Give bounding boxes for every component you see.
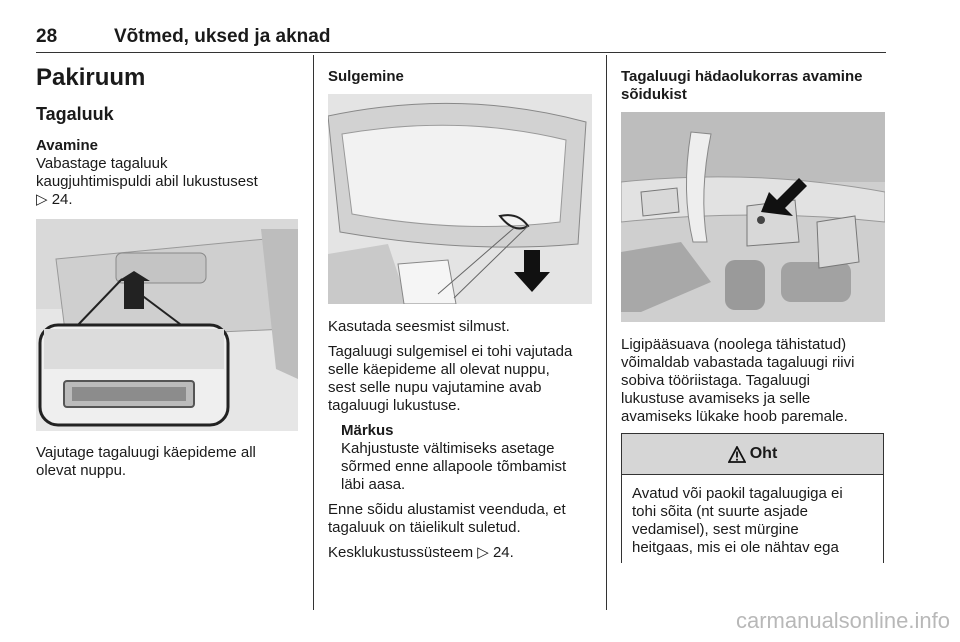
emergency-release-illustration: [621, 112, 885, 322]
chapter-title: Võtmed, uksed ja aknad: [114, 26, 331, 47]
figure-caption-line-2: olevat nuppu.: [36, 462, 127, 479]
figure-caption-line-1: Vajutage tagaluugi käepideme all: [36, 444, 256, 461]
subsection-title: Tagaluuk: [36, 104, 114, 124]
closing-p2-line-2: selle käepideme all olevat nuppu,: [328, 361, 550, 378]
opening-reference-page: 24.: [51, 191, 73, 208]
opening-reference: [36, 191, 73, 209]
figure-emergency-release: [621, 112, 885, 322]
closing-p3-line-1: Enne sõidu alustamist veenduda, et: [328, 501, 566, 518]
central-locking-text: Kesklukustussüsteem: [328, 544, 474, 561]
figure-tailgate-handle: [36, 219, 298, 431]
emergency-p1-line-2: võimaldab vabastada tagaluugi riivi: [621, 354, 855, 371]
warning-title: Oht: [749, 445, 778, 462]
note-line-2: sõrmed enne allapoole tõmbamist: [341, 458, 567, 475]
note-line-3: läbi aasa.: [341, 476, 406, 493]
tailgate-closing-illustration: [328, 94, 592, 304]
column-divider-1: [313, 55, 314, 610]
opening-heading: Avamine: [36, 137, 98, 154]
emergency-p1-line-4: lukustuse avamiseks ja selle: [621, 390, 811, 407]
emergency-heading-line-2: sõidukist: [621, 86, 687, 103]
page-reference-icon: ▷: [477, 544, 489, 561]
page-header: [36, 26, 886, 53]
emergency-p1-line-3: sobiva tööriistaga. Tagaluugi: [621, 372, 811, 389]
figure-tailgate-closing: [328, 94, 592, 304]
warning-header: [622, 434, 883, 475]
closing-p1: Kasutada seesmist silmust.: [328, 318, 510, 335]
closing-p2-line-1: Tagaluugi sulgemisel ei tohi vajutada: [328, 343, 573, 360]
closing-heading: Sulgemine: [328, 68, 404, 85]
tailgate-handle-illustration: [36, 219, 298, 431]
warning-box: [621, 433, 884, 563]
opening-text-line-1: Vabastage tagaluuk: [36, 155, 168, 172]
column-divider-2: [606, 55, 607, 610]
emergency-heading-line-1: Tagaluugi hädaolukorras avamine: [621, 68, 863, 85]
page-number: 28: [36, 26, 58, 47]
warning-line-2: tohi sõita (nt suurte asjade: [632, 503, 808, 520]
emergency-p1-line-1: Ligipääsuava (noolega tähistatud): [621, 336, 847, 353]
warning-line-3: vedamisel), sest mürgine: [632, 521, 799, 538]
warning-body: [622, 475, 883, 557]
note-title: Märkus: [341, 422, 394, 439]
closing-p3-line-2: tagaluuk on täielikult suletud.: [328, 519, 521, 536]
closing-p2-line-3: sest selle nupu vajutamine avab: [328, 379, 542, 396]
closing-p4: [328, 544, 514, 562]
warning-line-1: Avatud või paokil tagaluugiga ei: [632, 485, 843, 502]
warning-line-4: heitgaas, mis ei ole nähtav ega: [632, 539, 839, 556]
section-title: Pakiruum: [36, 64, 146, 91]
opening-text-line-2: kaugjuhtimispuldi abil lukustusest: [36, 173, 258, 190]
watermark: carmanualsonline.info: [735, 608, 950, 633]
closing-p2-line-4: tagaluugi lukustuse.: [328, 397, 461, 414]
page-reference-icon: ▷: [36, 191, 48, 208]
warning-triangle-icon: [728, 446, 746, 463]
central-locking-reference: 24.: [492, 544, 514, 561]
note-line-1: Kahjustuste vältimiseks asetage: [341, 440, 555, 457]
emergency-p1-line-5: avamiseks lükake hoob paremale.: [621, 408, 848, 425]
